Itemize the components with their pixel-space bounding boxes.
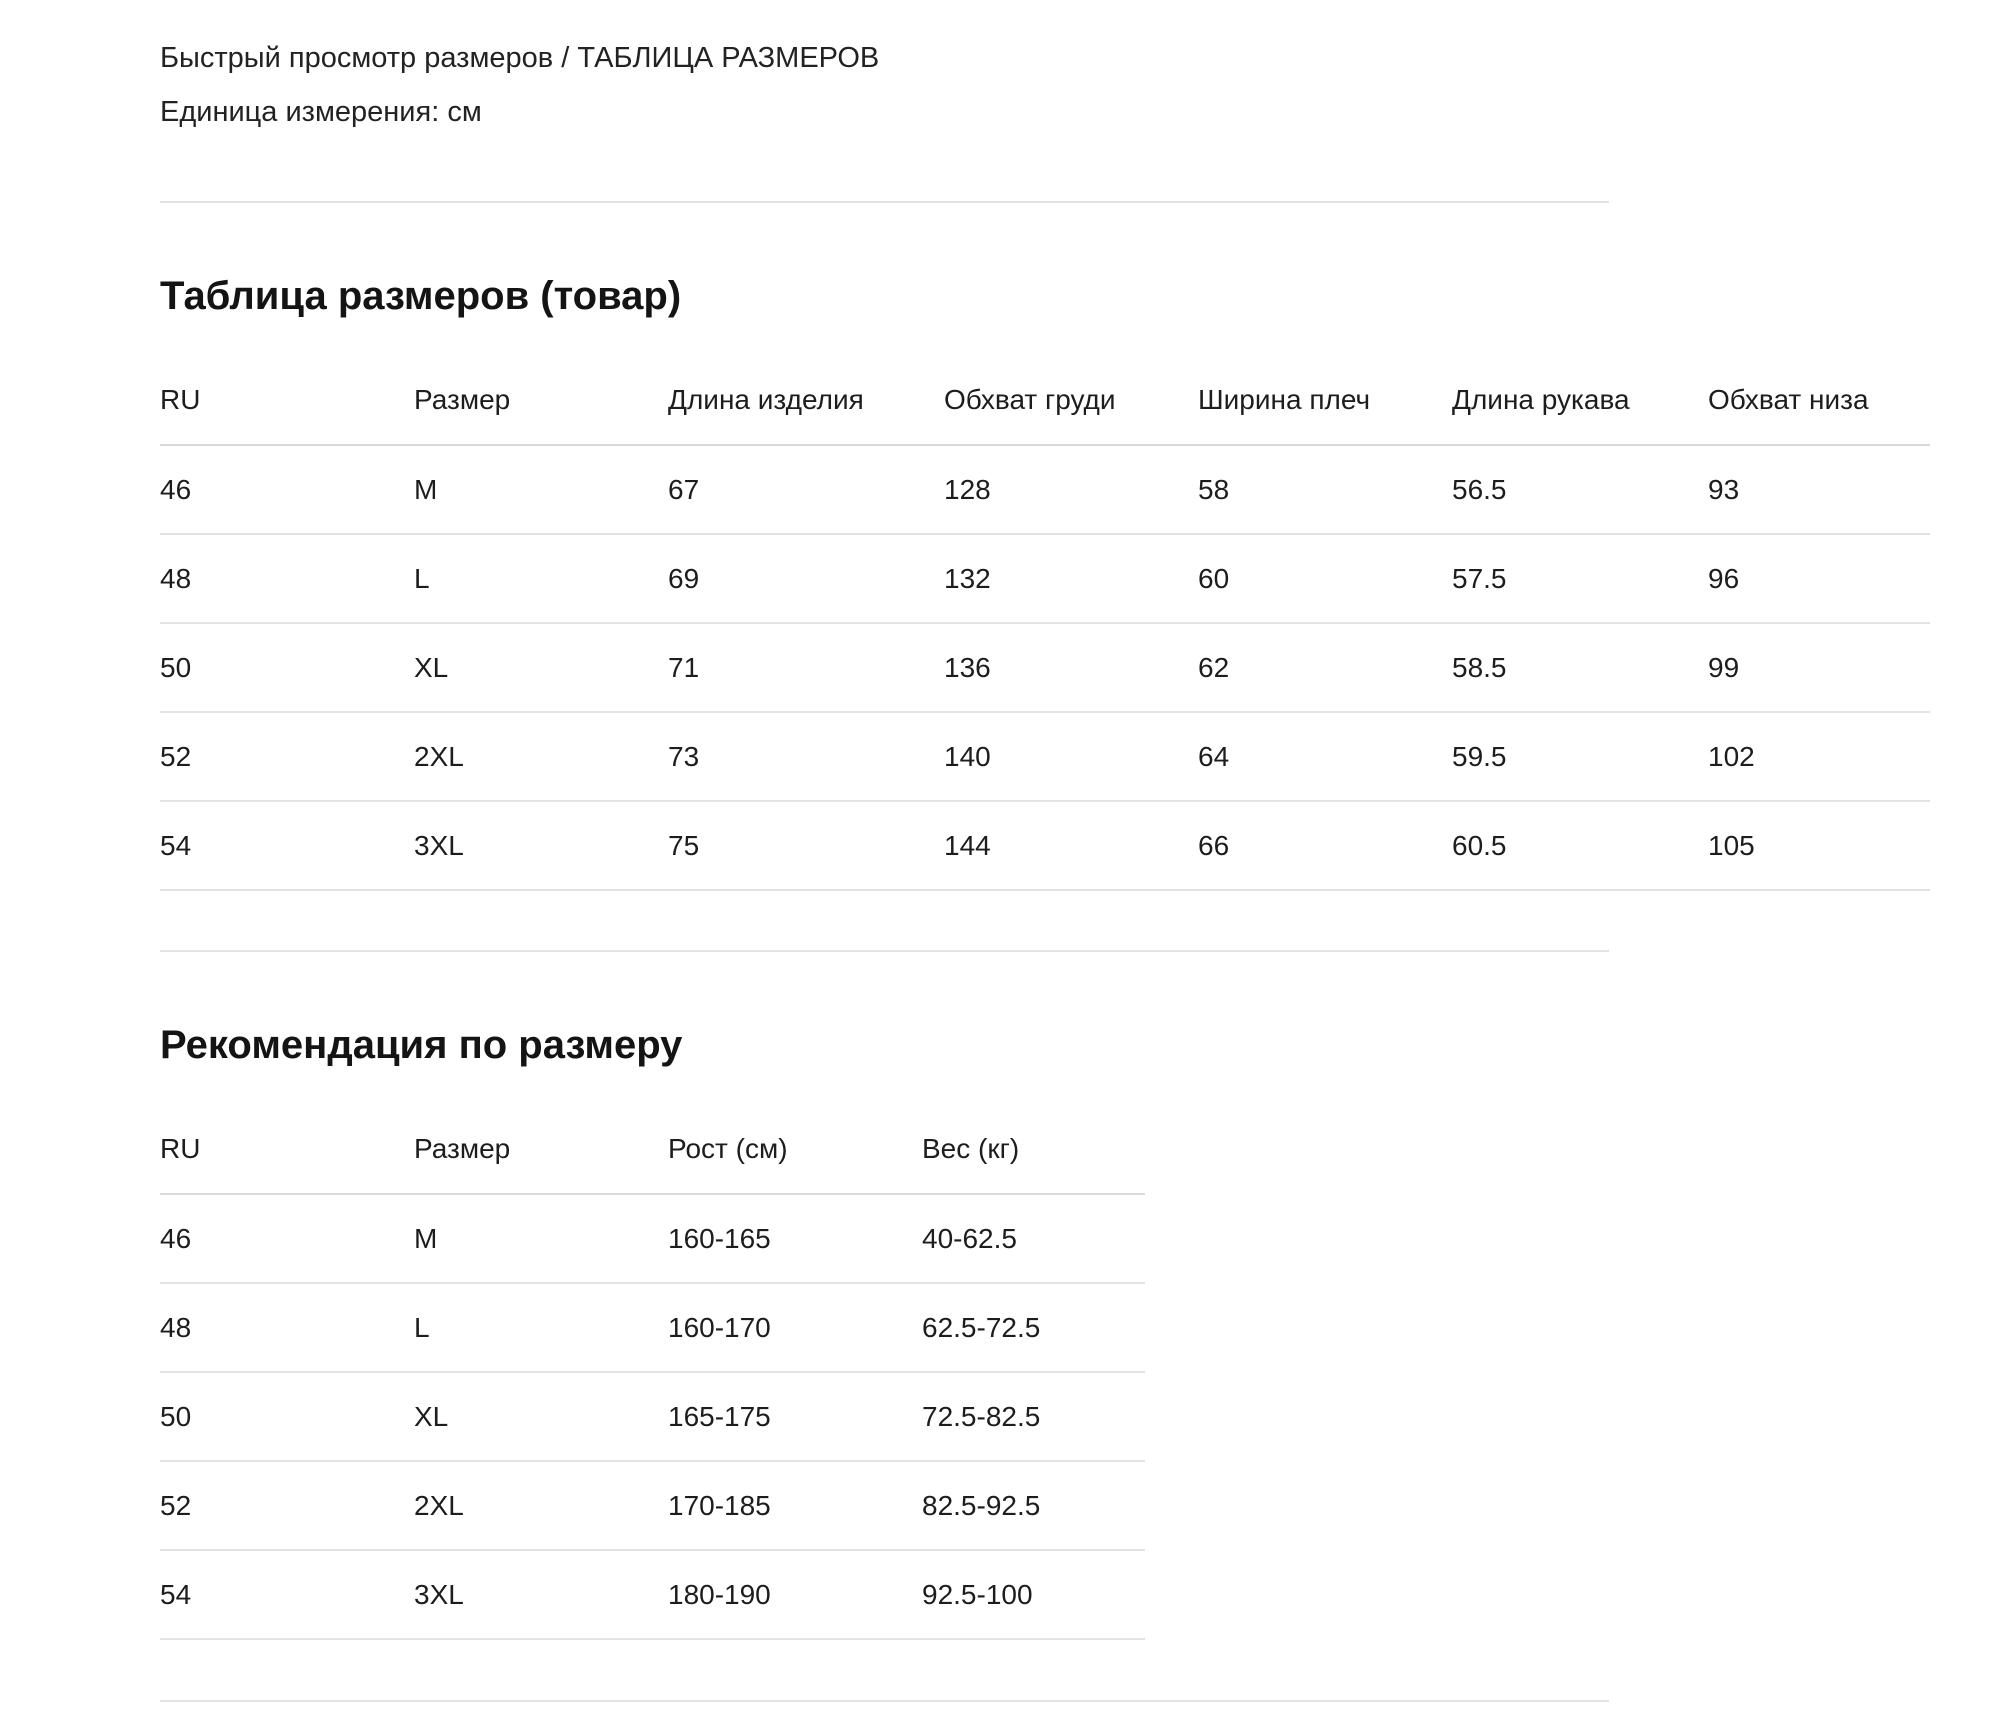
- table-row: [160, 1283, 1145, 1372]
- table-cell: 57.5: [1452, 534, 1708, 623]
- table-row: [160, 1372, 1145, 1461]
- table-row: [160, 623, 1930, 712]
- table-cell: XL: [414, 623, 668, 712]
- table-cell: 60: [1198, 534, 1452, 623]
- table-cell: 52: [160, 712, 414, 801]
- table-cell: 72.5-82.5: [922, 1372, 1145, 1461]
- table-cell: 46: [160, 445, 414, 534]
- column-header: Длина рукава: [1452, 356, 1708, 445]
- column-header: Обхват груди: [944, 356, 1198, 445]
- table-cell: 59.5: [1452, 712, 1708, 801]
- table-cell: 99: [1708, 623, 1930, 712]
- divider: [160, 950, 1609, 952]
- table-cell: 54: [160, 801, 414, 890]
- table-cell: 140: [944, 712, 1198, 801]
- column-header: RU: [160, 1105, 414, 1194]
- table-cell: L: [414, 1283, 668, 1372]
- size-recommendation-table: [160, 1105, 1145, 1640]
- product-size-table-title: Таблица размеров (товар): [160, 274, 682, 318]
- table-cell: 46: [160, 1194, 414, 1283]
- table-cell: 3XL: [414, 1550, 668, 1639]
- divider: [160, 201, 1609, 203]
- table-cell: 58.5: [1452, 623, 1708, 712]
- table-cell: 40-62.5: [922, 1194, 1145, 1283]
- column-header: Размер: [414, 356, 668, 445]
- table-row: [160, 1550, 1145, 1639]
- table-cell: 62.5-72.5: [922, 1283, 1145, 1372]
- column-header: Длина изделия: [668, 356, 944, 445]
- table-cell: 144: [944, 801, 1198, 890]
- table-cell: 50: [160, 1372, 414, 1461]
- table-cell: M: [414, 445, 668, 534]
- column-header: Ширина плеч: [1198, 356, 1452, 445]
- table-cell: 136: [944, 623, 1198, 712]
- size-recommendation-title: Рекомендация по размеру: [160, 1023, 683, 1067]
- table-cell: 48: [160, 1283, 414, 1372]
- table-cell: 48: [160, 534, 414, 623]
- table-header-row: [160, 1105, 1145, 1194]
- column-header: Рост (см): [668, 1105, 922, 1194]
- table-cell: 180-190: [668, 1550, 922, 1639]
- table-cell: 62: [1198, 623, 1452, 712]
- table-cell: M: [414, 1194, 668, 1283]
- table-cell: 50: [160, 623, 414, 712]
- column-header: Обхват низа: [1708, 356, 1930, 445]
- table-cell: 75: [668, 801, 944, 890]
- table-cell: 54: [160, 1550, 414, 1639]
- table-cell: 132: [944, 534, 1198, 623]
- table-cell: 69: [668, 534, 944, 623]
- column-header: Вес (кг): [922, 1105, 1145, 1194]
- table-cell: 60.5: [1452, 801, 1708, 890]
- table-cell: 105: [1708, 801, 1930, 890]
- table-row: [160, 534, 1930, 623]
- table-cell: 82.5-92.5: [922, 1461, 1145, 1550]
- table-cell: 2XL: [414, 1461, 668, 1550]
- unit-of-measure: Единица измерения: см: [160, 96, 482, 128]
- table-cell: 160-165: [668, 1194, 922, 1283]
- table-cell: 128: [944, 445, 1198, 534]
- table-cell: 2XL: [414, 712, 668, 801]
- table-row: [160, 445, 1930, 534]
- table-cell: 93: [1708, 445, 1930, 534]
- table-cell: 96: [1708, 534, 1930, 623]
- table-cell: 160-170: [668, 1283, 922, 1372]
- table-cell: 165-175: [668, 1372, 922, 1461]
- table-cell: 56.5: [1452, 445, 1708, 534]
- table-row: [160, 1194, 1145, 1283]
- table-cell: 64: [1198, 712, 1452, 801]
- table-cell: 92.5-100: [922, 1550, 1145, 1639]
- table-cell: 102: [1708, 712, 1930, 801]
- table-cell: 71: [668, 623, 944, 712]
- table-cell: XL: [414, 1372, 668, 1461]
- table-cell: L: [414, 534, 668, 623]
- table-cell: 67: [668, 445, 944, 534]
- table-row: [160, 1461, 1145, 1550]
- table-cell: 170-185: [668, 1461, 922, 1550]
- table-cell: 3XL: [414, 801, 668, 890]
- breadcrumb: Быстрый просмотр размеров / ТАБЛИЦА РАЗМЕРОВ: [160, 42, 880, 74]
- column-header: RU: [160, 356, 414, 445]
- product-size-table: [160, 356, 1930, 891]
- table-header-row: [160, 356, 1930, 445]
- table-cell: 58: [1198, 445, 1452, 534]
- table-row: [160, 712, 1930, 801]
- divider: [160, 1700, 1609, 1702]
- column-header: Размер: [414, 1105, 668, 1194]
- table-cell: 52: [160, 1461, 414, 1550]
- table-row: [160, 801, 1930, 890]
- table-cell: 66: [1198, 801, 1452, 890]
- table-cell: 73: [668, 712, 944, 801]
